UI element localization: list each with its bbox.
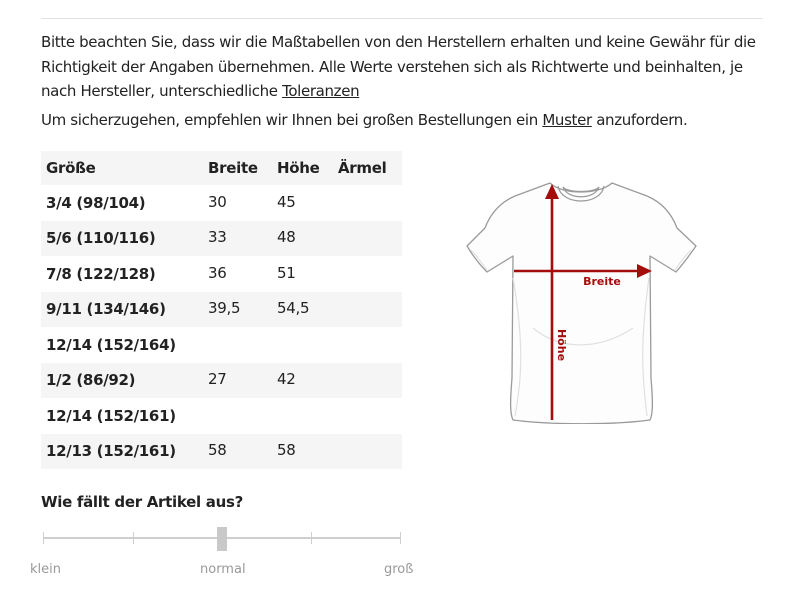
aermel-cell bbox=[333, 398, 402, 434]
table-row bbox=[41, 256, 402, 292]
tolerance-notice: Bitte beachten Sie, dass wir die Maßtabellen von den Herstellern erhalten und keine Gewähr für die Richtigkeit der Angaben übernehmen. Alle Werte verstehen sich als Richtwerte und beinhalten, je nach Hersteller, unterschiedliche Toleranzen bbox=[41, 33, 756, 100]
table-row bbox=[41, 398, 402, 434]
hoehe-cell: 45 bbox=[277, 192, 296, 211]
table-row bbox=[41, 185, 402, 221]
fit-question-heading: Wie fällt der Artikel aus? bbox=[41, 493, 243, 511]
hoehe-cell: 54,5 bbox=[272, 292, 333, 328]
breite-cell: 58 bbox=[203, 434, 272, 470]
hoehe-cell: 58 bbox=[272, 434, 333, 470]
breite-cell bbox=[203, 398, 272, 434]
fit-label-gross: groß bbox=[384, 562, 414, 577]
table-row bbox=[41, 363, 402, 399]
sample-notice: Um sicherzugehen, empfehlen wir Ihnen bei großen Bestellungen ein Muster anzufordern. bbox=[41, 110, 688, 129]
hoehe-cell: 48 bbox=[272, 221, 333, 257]
fit-label-normal: normal bbox=[200, 562, 246, 577]
tshirt-outline-icon bbox=[467, 183, 696, 424]
hoehe-label: Höhe bbox=[555, 328, 568, 362]
hoehe-cell bbox=[272, 398, 333, 434]
size-cell: 7/8 (122/128) bbox=[46, 264, 156, 283]
table-row bbox=[41, 221, 402, 257]
aermel-cell bbox=[333, 256, 402, 292]
aermel-cell bbox=[333, 221, 402, 257]
slider-tick bbox=[133, 532, 134, 544]
slider-tick bbox=[311, 532, 312, 544]
hoehe-cell: 51 bbox=[277, 263, 296, 282]
table-row bbox=[41, 292, 402, 328]
size-cell: 9/11 (134/146) bbox=[41, 292, 203, 328]
breite-label: Breite bbox=[583, 275, 621, 288]
top-divider bbox=[41, 18, 763, 19]
column-header-groesse: Größe bbox=[41, 151, 203, 185]
aermel-cell bbox=[333, 292, 402, 328]
size-cell: 3/4 (98/104) bbox=[46, 193, 146, 212]
tshirt-measurement-diagram bbox=[463, 178, 699, 424]
breite-cell: 36 bbox=[208, 263, 227, 282]
size-table bbox=[41, 151, 402, 469]
aermel-cell bbox=[333, 434, 402, 470]
slider-tick bbox=[43, 532, 44, 544]
column-header-hoehe: Höhe bbox=[272, 151, 333, 185]
column-header-breite: Breite bbox=[203, 151, 272, 185]
aermel-cell bbox=[333, 185, 402, 221]
size-table-header bbox=[41, 151, 402, 185]
size-cell: 1/2 (86/92) bbox=[41, 363, 203, 399]
size-cell: 12/14 (152/164) bbox=[46, 335, 176, 354]
aermel-cell bbox=[333, 363, 402, 399]
size-cell: 12/13 (152/161) bbox=[41, 434, 203, 470]
breite-cell: 33 bbox=[203, 221, 272, 257]
toleranzen-link[interactable]: Toleranzen bbox=[282, 82, 360, 100]
fit-slider-thumb bbox=[217, 527, 227, 551]
breite-cell bbox=[203, 327, 272, 363]
slider-tick bbox=[400, 532, 401, 544]
breite-cell: 39,5 bbox=[203, 292, 272, 328]
table-row bbox=[41, 327, 402, 363]
fit-label-klein: klein bbox=[30, 562, 61, 577]
size-cell: 12/14 (152/161) bbox=[46, 406, 176, 425]
muster-link[interactable]: Muster bbox=[542, 110, 592, 129]
aermel-cell bbox=[333, 327, 402, 363]
breite-cell: 30 bbox=[208, 192, 227, 211]
table-row bbox=[41, 434, 402, 470]
hoehe-cell: 42 bbox=[272, 363, 333, 399]
size-cell: 5/6 (110/116) bbox=[41, 221, 203, 257]
column-header-aermel: Ärmel bbox=[333, 151, 402, 185]
size-notice bbox=[41, 30, 766, 132]
breite-cell: 27 bbox=[203, 363, 272, 399]
hoehe-cell bbox=[272, 327, 333, 363]
fit-slider bbox=[43, 526, 401, 552]
